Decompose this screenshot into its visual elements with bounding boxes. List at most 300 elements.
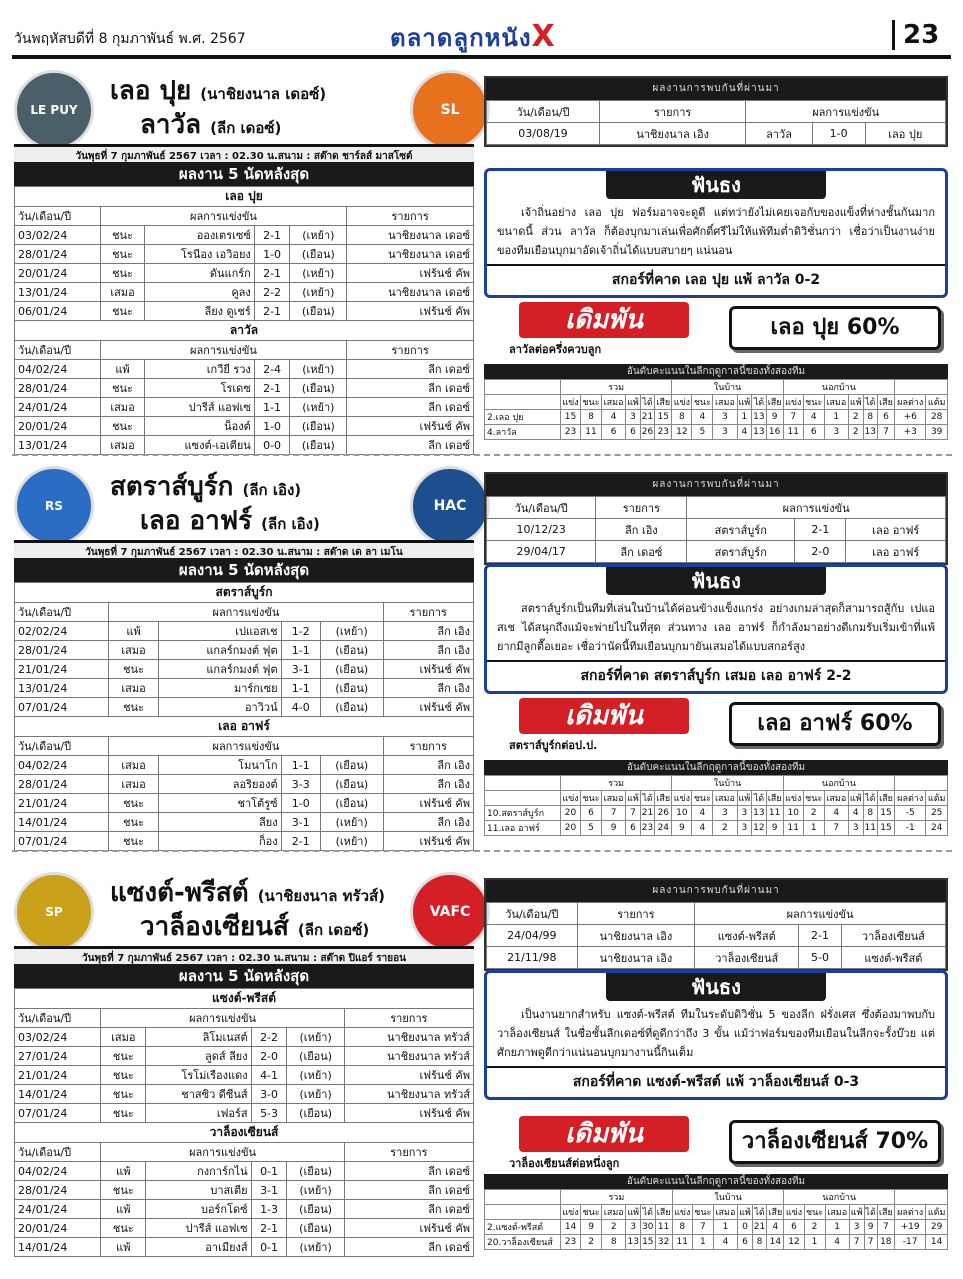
stat-value: 3 [713, 806, 737, 821]
predicted-score: สกอร์ที่คาด เลอ ปุย แพ้ ลาวัล 0-2 [487, 264, 945, 295]
stat-value: 8 [672, 1220, 692, 1235]
opponent: ปารีส์ แอฟเซ [145, 398, 254, 417]
opponent: โมนาโก [158, 756, 281, 775]
stat-value: 23 [655, 425, 672, 440]
match-outcome: ชนะ [100, 264, 145, 283]
venue: (เยือน) [290, 379, 347, 398]
form-table [14, 988, 474, 1257]
blank-cell [895, 380, 948, 395]
h2h-away: เลอ ปุย [865, 123, 945, 145]
match-date: 03/02/24 [15, 1028, 101, 1047]
competition: เฟร้นช์ คัพ [383, 698, 473, 717]
match-date: 13/01/24 [15, 436, 101, 455]
stat-value: 3 [849, 1220, 864, 1235]
stat-value: 1 [804, 1235, 825, 1250]
h2h-competition: นาชิยงนาล เอิง [577, 925, 694, 947]
blank-cell [485, 776, 561, 791]
points-header: แต้ม [926, 791, 948, 806]
match-outcome: ชนะ [101, 1047, 146, 1066]
match-score: 2-1 [251, 1219, 287, 1238]
match-outcome: แพ้ [101, 1162, 146, 1181]
venue: (เยือน) [320, 641, 383, 660]
match-info: วันพุธที่ 7 กุมภาพันธ์ 2567 เวลา : 02.30 น.สนาม : สต๊าด ปิแอร์ รายอน [14, 946, 474, 971]
table-row [15, 417, 474, 436]
h2h-home: ลาวัล [746, 123, 812, 145]
stat-header: ชนะ [803, 395, 824, 410]
opponent: ลิโมเนสต์ [146, 1028, 251, 1047]
match-info: วันพุธที่ 7 กุมภาพันธ์ 2567 เวลา : 02.30 น.สนาม : สต๊าด เด ลา เมโน [14, 540, 474, 565]
blank-cell [485, 380, 561, 395]
stat-value: 1 [824, 410, 848, 425]
issue-date: วันพฤหัสบดีที่ 8 กุมภาพันธ์ พ.ศ. 2567 [14, 31, 246, 47]
stat-header: เสมอ [601, 791, 625, 806]
opponent: เกวียี รวง [145, 360, 254, 379]
stat-value: 14 [926, 1235, 948, 1250]
stat-value: 13 [752, 806, 766, 821]
home-club-badge: SP [14, 872, 94, 952]
date-column-header: วัน/เดือน/ปี [15, 341, 101, 360]
stat-value: 1 [803, 821, 824, 836]
competition-column-header: รายการ [347, 207, 474, 226]
h2h-date: 29/04/17 [487, 541, 596, 563]
stat-value: 15 [561, 410, 581, 425]
competition: นาชิยงนาล เดอซ์ [347, 283, 474, 302]
opponent: โรเดซ [145, 379, 254, 398]
away-team-title [140, 104, 281, 145]
competition: ลีก เดอซ์ [347, 360, 474, 379]
table-row [15, 1200, 474, 1219]
table-row [485, 425, 948, 440]
tips-text: เจ้าถิ่นอย่าง เลอ ปุย ฟอร์มอาจจะดูดี แต่ทว่ายังไม่เคยเจอกับของแข็งที่ห่างชั้นกันมากขนาดนี้ ส่วน ลาวัล ก็ต้องบุกมาเล่นเพื่อศักดิ์ศรีไม่ให้แพ้ทีมต่ำดิวิชั่นกว่า เชื่อว่าเป็นงานง่ายของทีมเยือนบุกมาอัดเจ้าถิ่นได้แบบสบายๆ แน่นอน [497, 206, 935, 257]
stat-value: 4 [692, 821, 713, 836]
competition-column-header: รายการ [383, 737, 473, 756]
table-row [15, 775, 474, 794]
away-team-league: (ลีก เดอซ์) [297, 921, 370, 939]
h2h-score: 2-0 [795, 541, 846, 563]
venue: (เยือน) [287, 1047, 344, 1066]
home-team-league: (ลีก เอิง) [242, 481, 302, 499]
competition: ลีก เอิง [383, 813, 473, 832]
standings-box [484, 1174, 948, 1250]
match-date: 20/01/24 [15, 1219, 101, 1238]
match-outcome: เสมอ [109, 775, 158, 794]
stat-value: -1 [895, 821, 926, 836]
stat-value: 10 [783, 806, 803, 821]
stat-value: 21 [640, 410, 654, 425]
blank-cell [895, 776, 948, 791]
form-team-header: เลอ ปุย [15, 187, 474, 207]
table-row [15, 794, 474, 813]
diff-header: ผลต่าง [895, 395, 926, 410]
table-row [15, 245, 474, 264]
stat-value: 21 [752, 1220, 766, 1235]
stat-value: 12 [672, 425, 692, 440]
home-team-name: เลอ ปุย [110, 76, 192, 106]
stat-value: 13 [626, 1235, 641, 1250]
stat-value: 2 [602, 1220, 626, 1235]
stat-value: 11 [783, 821, 803, 836]
stat-header: เสีย [877, 1205, 894, 1220]
stat-header: แพ้ [626, 395, 641, 410]
last5-banner: ผลงาน 5 นัดหลังสุด [14, 162, 474, 186]
masthead-logo [390, 18, 556, 57]
stat-value: 8 [672, 410, 692, 425]
standings-box [484, 760, 948, 836]
table-row [485, 1220, 948, 1235]
competition: ลีก เอิง [383, 622, 473, 641]
h2h-home: แซงต์-พรีสต์ [695, 925, 799, 947]
tips-text: เป็นงานยากสำหรับ แซงต์-พรีสต์ ทีมในระดับดิวิชั่น 5 ของลีก ฝรั่งเศส ซึ่งต้องมาพบกับ วาล็องเซียนส์ ในชื่อชั้นลีกเดอซ์ที่ดูดีกว่าถึง 3 ขั้น แม้ว่าฟอร์มของทีมเยือนในลีกจะรั้งบ๊วย แต่ศักยภาพดูดีกว่าแน่นอนบุกมางานนี้กินเต็ม [497, 1008, 935, 1059]
away-team-name: เลอ อาฟร์ [140, 506, 253, 536]
stat-value: 3 [626, 410, 641, 425]
stat-value: -5 [895, 806, 926, 821]
table-row [15, 1028, 474, 1047]
stat-value: 30 [641, 1220, 655, 1235]
h2h-box [484, 76, 948, 147]
match-outcome: ชนะ [109, 832, 158, 851]
match-outcome: เสมอ [109, 679, 158, 698]
stat-header: แข่ง [561, 791, 581, 806]
match-date: 02/02/24 [15, 622, 109, 641]
table-row [485, 821, 948, 836]
stat-header: เสมอ [713, 1205, 737, 1220]
match-outcome: แพ้ [101, 1200, 146, 1219]
match-date: 04/02/24 [15, 360, 101, 379]
match-date: 28/01/24 [15, 245, 101, 264]
match-score: 1-1 [254, 398, 290, 417]
match-score: 1-1 [281, 756, 320, 775]
stat-header: ชนะ [581, 1205, 602, 1220]
competition-column-header: รายการ [577, 903, 694, 925]
opponent: น็องต์ [145, 417, 254, 436]
competition-column-header: รายการ [347, 341, 474, 360]
venue: (เยือน) [320, 679, 383, 698]
competition: เฟร้นช์ คัพ [344, 1104, 473, 1123]
opponent: แกลร์กมงต์ ฟุต [158, 660, 281, 679]
blank-cell [485, 1205, 561, 1220]
logo-text: ตลาดลูกหนัง [390, 24, 532, 52]
match-score: 2-2 [251, 1028, 287, 1047]
opponent: ชาสซิว ดีซีนส์ [146, 1085, 251, 1104]
stat-value: 9 [672, 821, 692, 836]
match-date: 28/01/24 [15, 1181, 101, 1200]
opponent: ลียง ดูเชร์ [145, 302, 254, 321]
table-row [15, 698, 474, 717]
stat-value: 9 [766, 821, 783, 836]
stat-header: เสีย [767, 1205, 784, 1220]
stat-value: 13 [863, 425, 877, 440]
stat-header: เสมอ [825, 1205, 849, 1220]
venue: (เยือน) [290, 302, 347, 321]
table-row [15, 832, 474, 851]
stat-header: ได้ [863, 791, 877, 806]
group-away: นอกบ้าน [784, 1190, 894, 1205]
match-outcome: ชนะ [101, 1085, 146, 1104]
table-row [15, 379, 474, 398]
match-date: 04/02/24 [15, 1162, 101, 1181]
stat-value: 2 [804, 1220, 825, 1235]
stat-value: 4 [824, 806, 848, 821]
competition: นาชิยงนาล ทรัวส์ [344, 1028, 473, 1047]
team-rank: 11.เลอ อาฟร์ [485, 821, 561, 836]
h2h-score: 1-0 [812, 123, 865, 145]
stat-value: 10 [672, 806, 692, 821]
match-score: 4-0 [281, 698, 320, 717]
stat-value: 16 [766, 425, 783, 440]
h2h-away: แซงต์-พรีสต์ [841, 947, 945, 969]
competition: ลีก เดอซ์ [347, 379, 474, 398]
stat-header: ได้ [640, 791, 654, 806]
match-score: 1-0 [281, 794, 320, 813]
stat-value: 1 [737, 410, 752, 425]
stat-value: 18 [877, 1235, 894, 1250]
match-date: 07/01/24 [15, 832, 109, 851]
date-column-header: วัน/เดือน/ปี [487, 497, 596, 519]
match-outcome: เสมอ [109, 756, 158, 775]
table-row [15, 1085, 474, 1104]
stat-value: 7 [824, 821, 848, 836]
match-score: 3-3 [281, 775, 320, 794]
stat-value: 9 [581, 1220, 602, 1235]
stat-header: ชนะ [804, 1205, 825, 1220]
stat-value: 7 [877, 425, 894, 440]
stat-header: เสีย [655, 395, 672, 410]
stat-header: เสมอ [713, 791, 737, 806]
diff-header: ผลต่าง [894, 1205, 925, 1220]
stat-value: 9 [864, 1220, 877, 1235]
stat-value: 3 [713, 410, 737, 425]
group-home: ในบ้าน [672, 1190, 784, 1205]
result-column-header: ผลการแข่งขัน [100, 207, 347, 226]
stat-value: 20 [561, 806, 581, 821]
stat-header: แข่ง [561, 1205, 581, 1220]
competition-column-header: รายการ [344, 1009, 473, 1028]
competition: เฟร้นช์ คัพ [383, 794, 473, 813]
opponent: ดันแกร์ก [145, 264, 254, 283]
venue: (เยือน) [320, 660, 383, 679]
match-date: 21/01/24 [15, 660, 109, 679]
table-row [15, 1047, 474, 1066]
competition-column-header: รายการ [344, 1143, 473, 1162]
stat-header: เสีย [655, 1205, 672, 1220]
opponent: อาเมียงส์ [146, 1238, 251, 1257]
match-outcome: ชนะ [109, 698, 158, 717]
match-outcome: แพ้ [101, 1238, 146, 1257]
group-away: นอกบ้าน [783, 776, 894, 791]
match-score: 1-1 [281, 679, 320, 698]
stat-value: -17 [894, 1235, 925, 1250]
pick-box: วาล็องเซียนส์ 70% [729, 1120, 941, 1164]
form-table [14, 582, 474, 851]
tips-title: ฟันธง [606, 973, 826, 1001]
table-row [15, 813, 474, 832]
match-date: 03/02/24 [15, 226, 101, 245]
venue: (เหย้า) [320, 622, 383, 641]
venue: (เหย้า) [287, 1085, 344, 1104]
match-score: 1-1 [281, 641, 320, 660]
stat-value: 3 [713, 425, 737, 440]
stat-value: 29 [926, 1220, 948, 1235]
match-outcome: ชนะ [101, 1219, 146, 1238]
venue: (เหย้า) [287, 1066, 344, 1085]
match-outcome: ชนะ [100, 226, 145, 245]
stat-header: แข่ง [561, 395, 581, 410]
match-outcome: ชนะ [109, 794, 158, 813]
result-column-header: ผลการแข่งขัน [109, 737, 383, 756]
stat-header: ชนะ [581, 395, 602, 410]
match-score: 2-1 [254, 379, 290, 398]
match-date: 14/01/24 [15, 1238, 101, 1257]
match-score: 2-1 [281, 832, 320, 851]
stat-value: 11 [766, 806, 783, 821]
match-date: 21/01/24 [15, 794, 109, 813]
competition: ลีก เดอซ์ [344, 1181, 473, 1200]
stat-value: 11 [581, 425, 602, 440]
date-column-header: วัน/เดือน/ปี [15, 1009, 101, 1028]
h2h-away: เลอ อาฟร์ [846, 519, 946, 541]
away-club-badge: SL [410, 70, 490, 150]
opponent: โรนีอง เอวิอยง [145, 245, 254, 264]
stat-value: 21 [640, 806, 654, 821]
opponent: แกลร์กมงต์ ฟุต [158, 641, 281, 660]
bet-logo: เดิมพัน [519, 698, 689, 734]
standings-title: อันดับคะแนนในลีกฤดูกาลนี้ของทั้งสองทีม [484, 1174, 948, 1189]
stat-value: 1 [713, 1220, 737, 1235]
opponent: ลียง [158, 813, 281, 832]
bet-logo: เดิมพัน [519, 1116, 689, 1152]
opponent: เปแอสเช [158, 622, 281, 641]
handicap-text: สตราส์บูร์กต่อป.ป. [509, 739, 598, 752]
diff-header: ผลต่าง [895, 791, 926, 806]
stat-header: แพ้ [626, 1205, 641, 1220]
away-team-name: ลาวัล [140, 110, 202, 140]
section-divider [12, 850, 952, 858]
stat-value: 4 [803, 410, 824, 425]
blank-cell [894, 1190, 947, 1205]
stat-value: 15 [877, 821, 894, 836]
stat-value: 4 [825, 1235, 849, 1250]
table-row [487, 947, 946, 969]
form-table [14, 186, 474, 455]
competition-column-header: รายการ [383, 603, 473, 622]
stat-value: 7 [849, 1235, 864, 1250]
h2h-date: 24/04/99 [487, 925, 578, 947]
match-date: 13/01/24 [15, 283, 101, 302]
competition: ลีก เดอซ์ [344, 1238, 473, 1257]
stat-header: เสีย [655, 791, 672, 806]
match-date: 07/01/24 [15, 698, 109, 717]
stat-header: ได้ [641, 1205, 655, 1220]
stat-header: แพ้ [738, 1205, 753, 1220]
points-header: แต้ม [926, 395, 948, 410]
bet-box [484, 1116, 948, 1176]
stat-header: เสมอ [602, 1205, 626, 1220]
stat-header: ได้ [752, 1205, 766, 1220]
match-date: 27/01/24 [15, 1047, 101, 1066]
stat-header: ได้ [863, 395, 877, 410]
match-info: วันพุธที่ 7 กุมภาพันธ์ 2567 เวลา : 02.30 น.สนาม : สต๊าด ชาร์ลส์ มาสโซต์ [14, 144, 474, 169]
match-section [0, 462, 963, 862]
stat-value: 8 [752, 1235, 766, 1250]
venue: (เยือน) [287, 1219, 344, 1238]
table-row [485, 410, 948, 425]
stat-value: +19 [894, 1220, 925, 1235]
stat-value: +6 [895, 410, 926, 425]
stat-value: 7 [783, 410, 803, 425]
match-score: 0-1 [251, 1162, 287, 1181]
stat-value: 6 [738, 1235, 753, 1250]
match-score: 1-0 [254, 417, 290, 436]
stat-value: 23 [561, 425, 581, 440]
stat-header: ชนะ [803, 791, 824, 806]
home-club-badge: RS [14, 466, 94, 546]
stat-value: 11 [863, 821, 877, 836]
blank-cell [485, 395, 561, 410]
table-row [15, 226, 474, 245]
stat-value: 8 [602, 1235, 626, 1250]
stat-header: แข่ง [672, 395, 692, 410]
stat-value: 2 [581, 1235, 602, 1250]
stat-value: 24 [926, 821, 948, 836]
stat-header: แพ้ [737, 791, 752, 806]
opponent: อองเตรเซซ์ [145, 226, 254, 245]
competition: ลีก เดอซ์ [347, 398, 474, 417]
stat-value: 39 [926, 425, 948, 440]
competition-column-header: รายการ [596, 497, 687, 519]
page-number: 23 [892, 20, 939, 50]
stat-value: 1 [825, 1220, 849, 1235]
venue: (เยือน) [290, 436, 347, 455]
venue: (เหย้า) [320, 832, 383, 851]
group-home: ในบ้าน [672, 776, 783, 791]
group-away: นอกบ้าน [783, 380, 894, 395]
stat-value: 24 [655, 821, 672, 836]
h2h-competition: ลีก เอิง [596, 519, 687, 541]
stat-header: เสมอ [824, 791, 848, 806]
stat-value: 8 [863, 410, 877, 425]
stat-value: 3 [737, 806, 752, 821]
opponent: ลอริยองต์ [158, 775, 281, 794]
stat-value: 20 [561, 821, 581, 836]
stat-header: เสีย [766, 395, 783, 410]
stat-header: เสีย [877, 395, 894, 410]
stat-value: 12 [784, 1235, 804, 1250]
match-section [0, 66, 963, 466]
venue: (เยือน) [290, 417, 347, 436]
stat-value: 14 [561, 1220, 581, 1235]
stat-value: 7 [877, 1220, 894, 1235]
match-score: 2-1 [254, 226, 290, 245]
competition: เฟร้นช์ คัพ [347, 302, 474, 321]
opponent: เฟอร์ส [146, 1104, 251, 1123]
venue: (เยือน) [320, 794, 383, 813]
stat-value: 7 [626, 806, 641, 821]
match-outcome: ชนะ [100, 245, 145, 264]
stat-value: 5 [581, 821, 602, 836]
match-outcome: เสมอ [101, 1028, 146, 1047]
tips-box [484, 970, 948, 1100]
h2h-date: 03/08/19 [487, 123, 600, 145]
competition: ลีก เอิง [383, 641, 473, 660]
h2h-competition: ลีก เดอซ์ [596, 541, 687, 563]
stat-value: 23 [561, 1235, 581, 1250]
blank-cell [485, 791, 561, 806]
stat-value: 2 [848, 425, 863, 440]
match-score: 1-2 [281, 622, 320, 641]
form-team-header: วาล็องเซียนส์ [15, 1123, 474, 1143]
predicted-score: สกอร์ที่คาด แซงต์-พรีสต์ แพ้ วาล็องเซียนส์ 0-3 [487, 1066, 945, 1097]
result-column-header: ผลการแข่งขัน [100, 341, 347, 360]
